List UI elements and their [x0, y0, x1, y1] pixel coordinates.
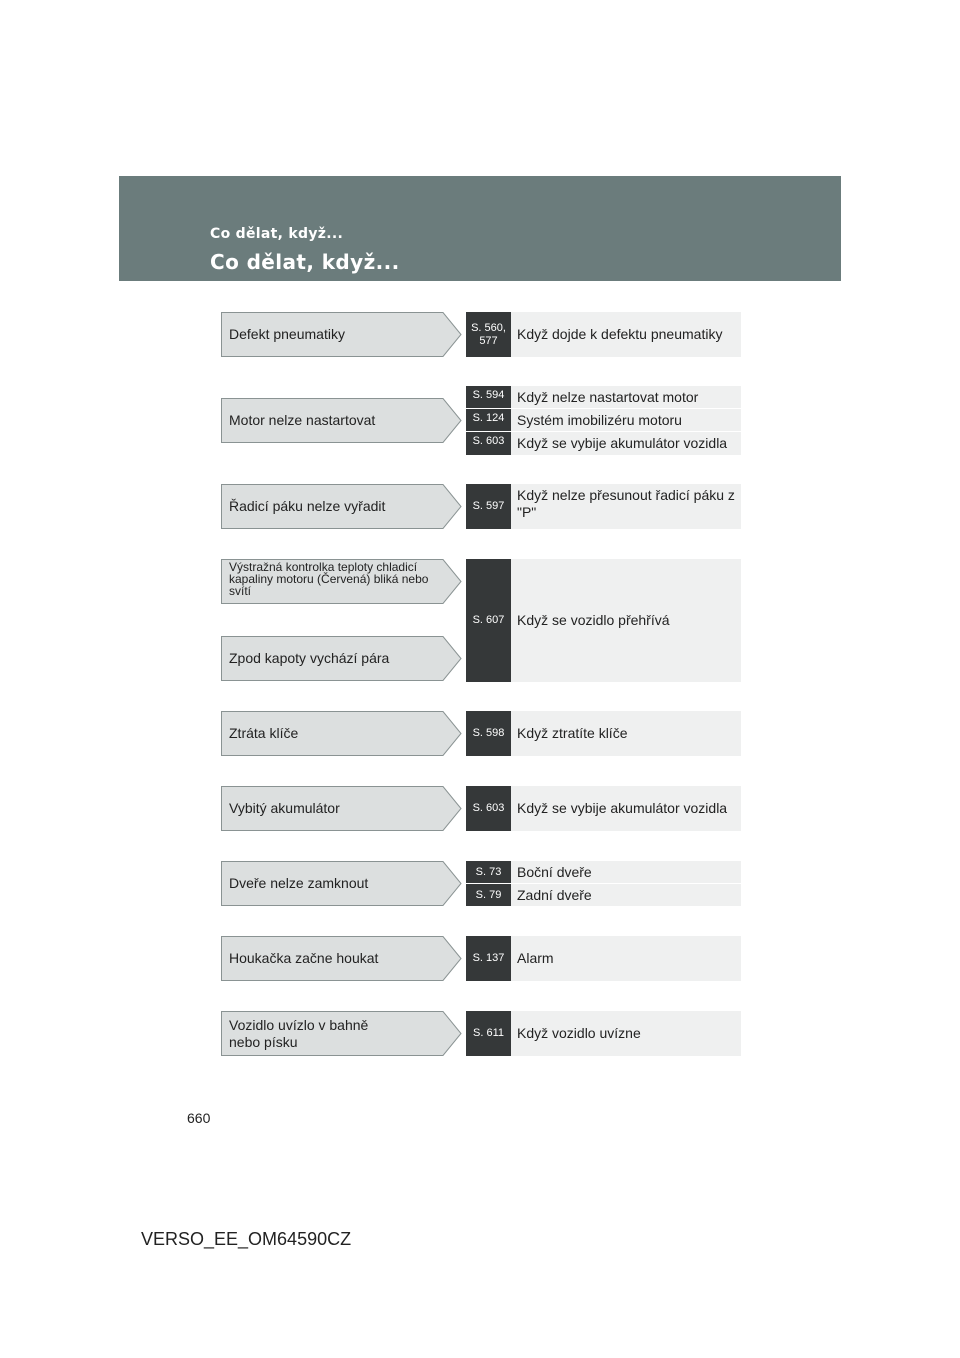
list-item — [0, 711, 960, 756]
reference-entry[interactable] — [466, 409, 741, 431]
reference-text: Když se vybije akumulátor vozidla — [517, 800, 728, 816]
symptom-label: Řadicí páku nelze vyřadit — [229, 498, 386, 514]
symptom-arrow — [221, 559, 462, 604]
page-reference[interactable]: S. 611 — [466, 1011, 511, 1056]
symptom-label: Zpod kapoty vychází pára — [229, 650, 390, 666]
symptom-label: Motor nelze nastartovat — [229, 412, 376, 428]
reference-entry[interactable] — [466, 484, 741, 529]
page-reference[interactable]: S. 603 — [466, 786, 511, 831]
section-subtitle: Co dělat, když... — [210, 226, 344, 242]
reference-entry[interactable] — [466, 312, 741, 357]
symptom-arrow — [221, 398, 462, 443]
reference-text: Zadní dveře — [517, 886, 592, 903]
document-code: VERSO_EE_OM64590CZ — [141, 1229, 352, 1249]
reference-text: Alarm — [517, 950, 554, 966]
list-item — [0, 559, 960, 682]
page-reference[interactable]: S. 594 — [466, 386, 511, 408]
reference-entry[interactable] — [466, 386, 741, 408]
reference-entry[interactable] — [466, 786, 741, 831]
symptom-label: Vybitý akumulátor — [229, 800, 340, 816]
reference-entry[interactable] — [466, 559, 741, 682]
page-reference[interactable]: S. 73 — [466, 861, 511, 883]
reference-entry[interactable] — [466, 711, 741, 756]
symptom-label: Ztráta klíče — [229, 725, 299, 741]
symptom-arrow — [221, 636, 462, 681]
reference-text: Když se vozidlo přehřívá — [517, 612, 670, 628]
page-reference[interactable]: S. 79 — [466, 884, 511, 906]
page-reference[interactable]: S. 598 — [466, 711, 511, 756]
page-reference[interactable]: S. 137 — [466, 936, 511, 981]
symptom-label: Dveře nelze zamknout — [229, 875, 369, 891]
page-reference[interactable]: S. 560, 577 — [466, 312, 511, 357]
list-item — [0, 386, 960, 456]
list-item — [0, 1011, 960, 1056]
page-reference[interactable]: S. 603 — [466, 432, 511, 455]
list-item — [0, 312, 960, 357]
list-item — [0, 861, 960, 906]
page-reference[interactable]: S. 597 — [466, 484, 511, 529]
section-title: Co dělat, když... — [210, 250, 400, 274]
reference-text: Když se vybije akumulátor vozidla — [517, 435, 728, 451]
symptom-arrow — [221, 786, 462, 831]
page-reference[interactable]: S. 607 — [466, 559, 511, 682]
page-number: 660 — [187, 1110, 211, 1126]
symptom-arrow — [221, 484, 462, 529]
reference-text: Když dojde k defektu pneumatiky — [517, 326, 723, 342]
reference-entry[interactable] — [466, 884, 741, 906]
symptom-label: Houkačka začne houkat — [229, 950, 379, 966]
reference-entry[interactable] — [466, 432, 741, 455]
reference-entry[interactable] — [466, 936, 741, 981]
page-reference[interactable]: S. 124 — [466, 409, 511, 431]
symptom-arrow — [221, 936, 462, 981]
reference-text: Boční dveře — [517, 863, 592, 880]
reference-text: Systém imobilizéru motoru — [517, 411, 682, 428]
symptom-arrow — [221, 711, 462, 756]
reference-entry[interactable] — [466, 861, 741, 883]
reference-text: Když nelze nastartovat motor — [517, 388, 699, 405]
symptom-label: Vozidlo uvízlo v bahně nebo písku — [229, 1016, 369, 1050]
list-item — [0, 786, 960, 831]
symptom-arrow — [221, 1011, 462, 1056]
symptom-arrow — [221, 861, 462, 906]
reference-text: Když nelze přesunout řadicí páku z "P" — [517, 487, 735, 520]
symptom-label: Výstražná kontrolka teploty chladicí kapaliny motoru (Červená) bliká nebo svítí — [229, 560, 429, 598]
reference-text: Když vozidlo uvízne — [517, 1025, 641, 1041]
reference-entry[interactable] — [466, 1011, 741, 1056]
list-item — [0, 936, 960, 981]
symptom-label: Defekt pneumatiky — [229, 326, 345, 342]
list-item — [0, 484, 960, 529]
reference-text: Když ztratíte klíče — [517, 725, 628, 741]
symptom-arrow — [221, 312, 462, 357]
